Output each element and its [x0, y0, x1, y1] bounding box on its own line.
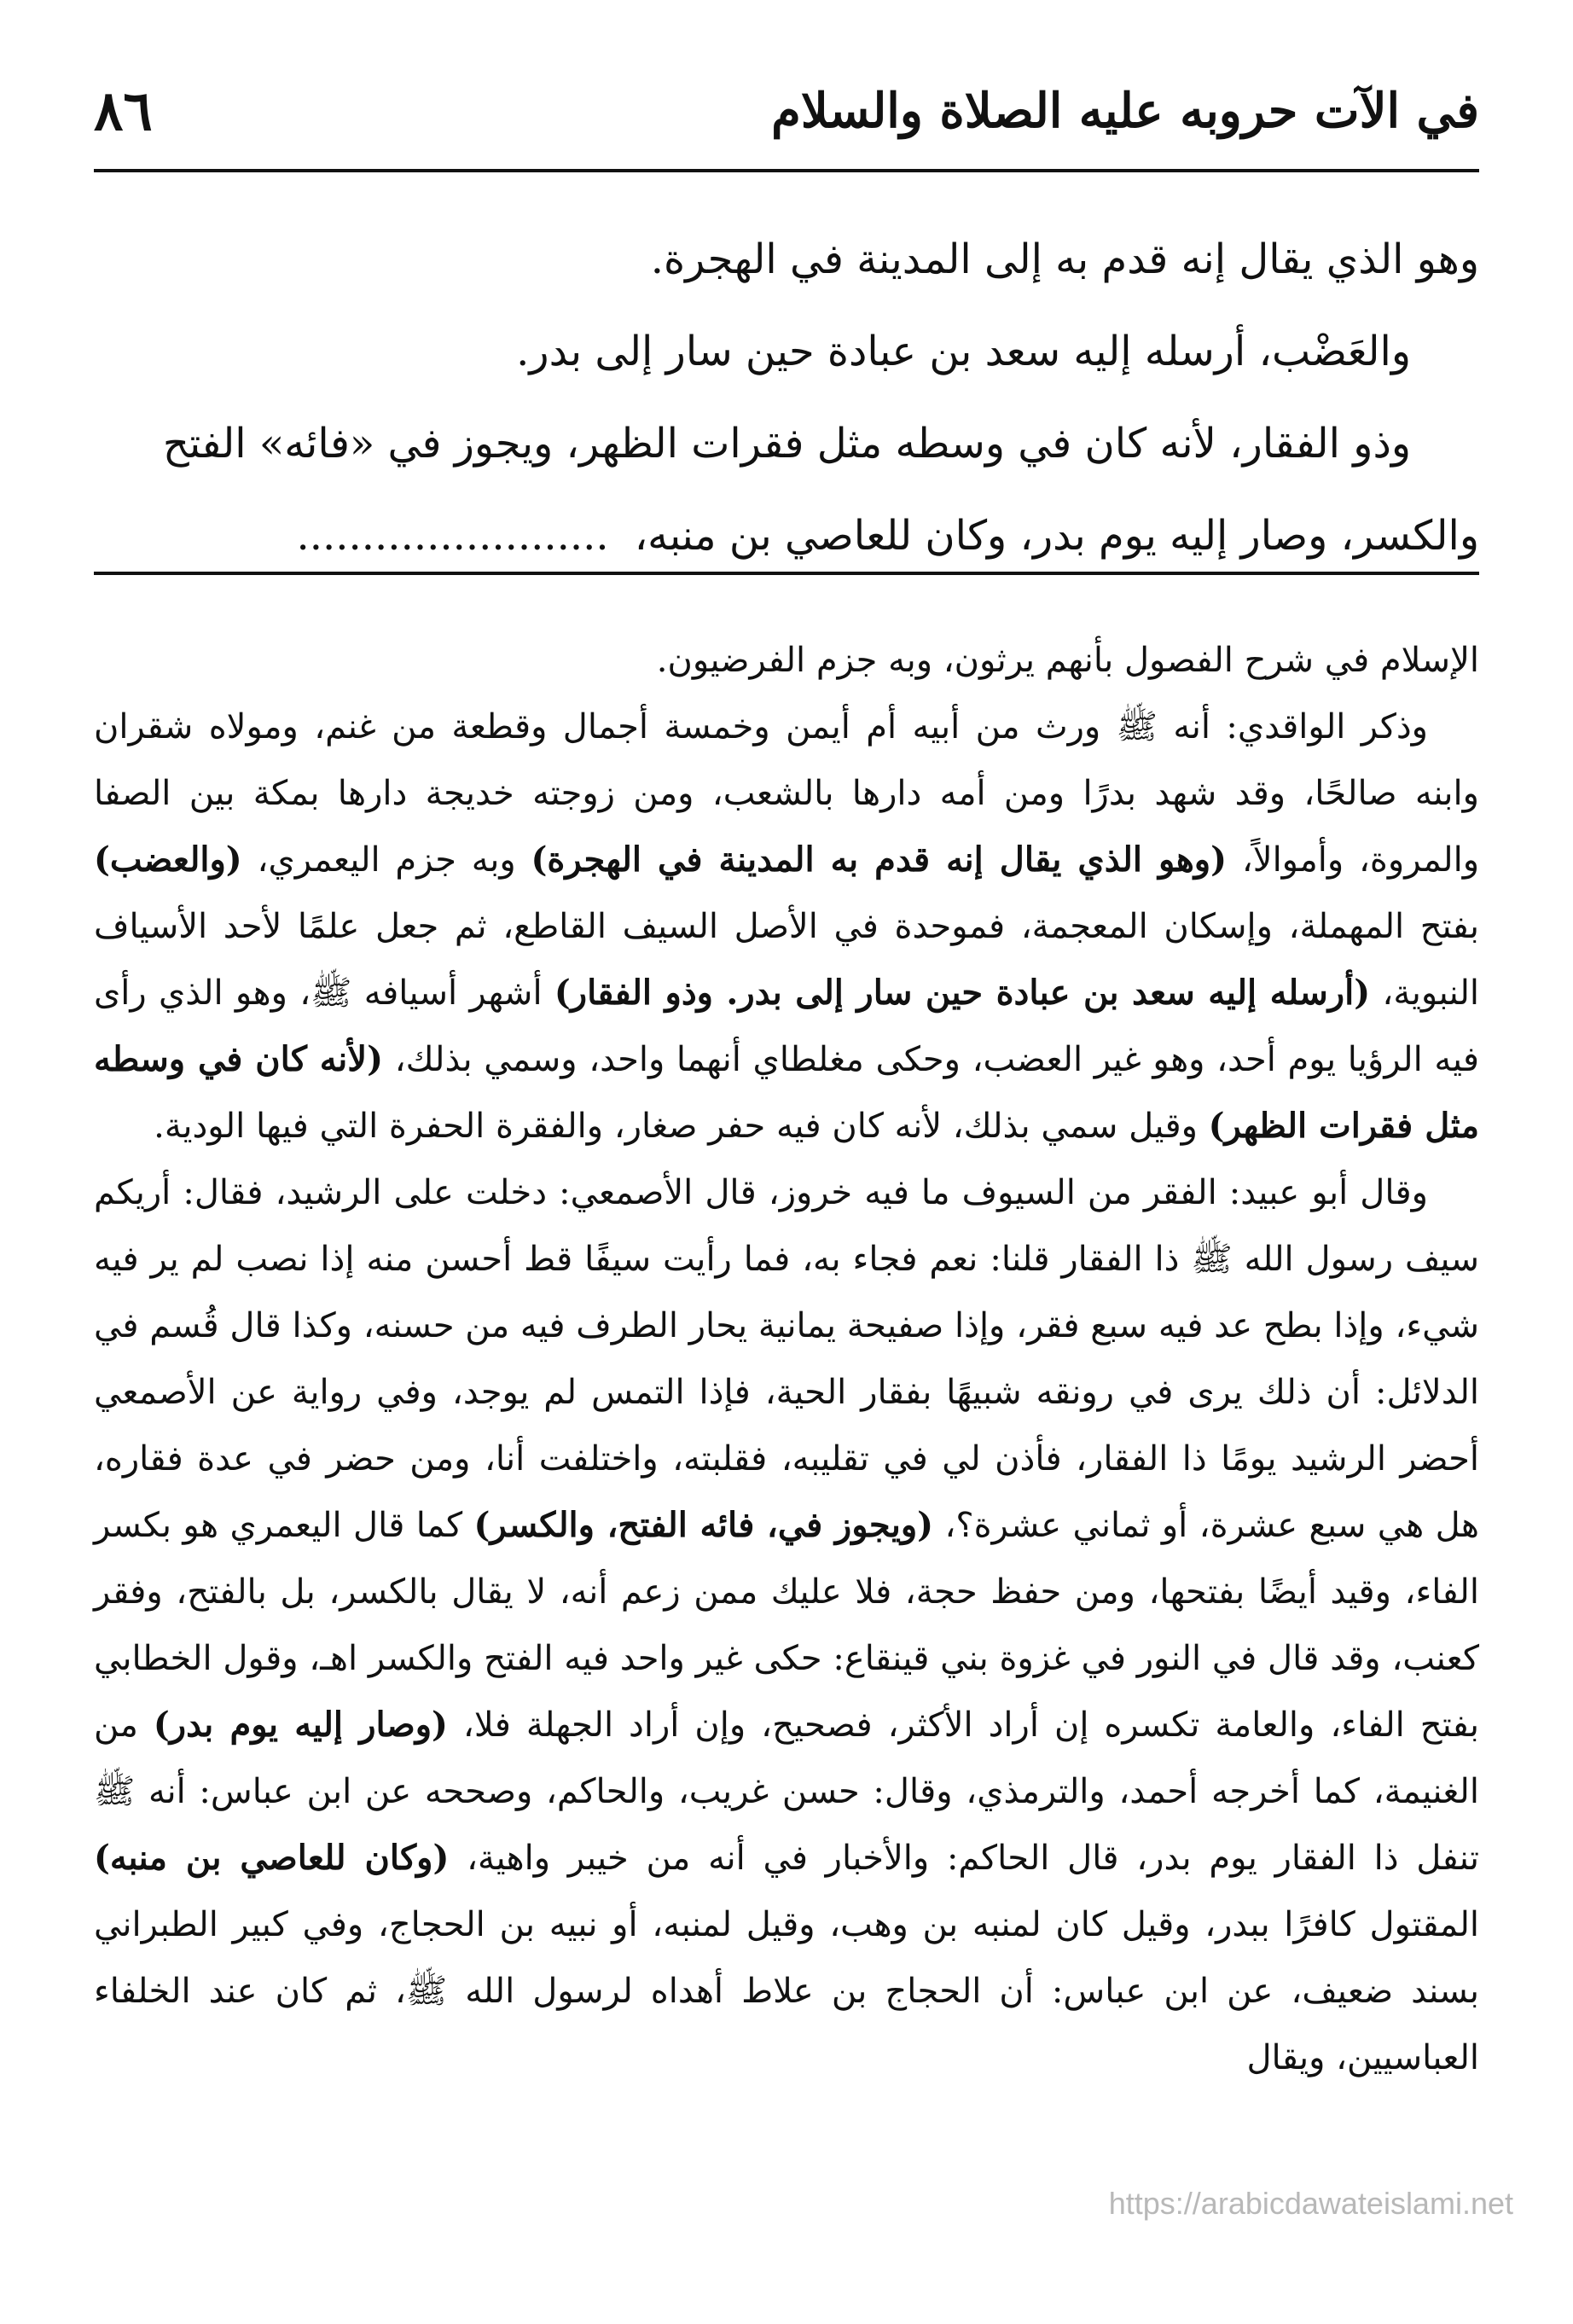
commentary-text: من الغنيمة، كما أخرجه أحمد، والترمذي، وقال: حسن غريب، والحاكم، وصححه عن ابن عباس: أنه ﷺ تنفل ذا الفقار يوم بدر، قال الحاكم: والأخبار في أنه من خيبر واهية، — [94, 1705, 1479, 1878]
quoted-matn: (وكان للعاصي بن منبه) — [94, 1838, 450, 1878]
commentary-paragraph-1 — [94, 627, 1479, 694]
commentary-text: كما قال اليعمري هو بكسر الفاء، وقيد أيضًا بفتحها، ومن حفظ حجة، فلا عليك ممن زعم أنه، لا يقال بالكسر، بل بالفتح، وفقر كعنب، وقد قال في النور في غزوة بني قينقاع: حكى غير واحد فيه الفتح والكسر اهـ، وقول الخطابي بفتح الفاء، والعامة تكسره إن أراد الأكثر، فصحيح، وإن أراد الجهلة فلا، — [94, 1506, 1479, 1745]
main-text-block — [94, 213, 1479, 582]
quoted-matn: (وصار إليه يوم بدر) — [153, 1705, 448, 1745]
quoted-matn: (والعضب) — [94, 840, 242, 880]
commentary-text: وقيل سمي بذلك، لأنه كان فيه حفر صغار، والفقرة الحفرة التي فيها الودية. — [154, 1107, 1209, 1146]
commentary-text: الإسلام في شرح الفصول بأنهم يرثون، وبه جزم الفرضيون. — [656, 641, 1479, 680]
main-text-line-4: والكسر، وصار إليه يوم بدر، وكان للعاصي بن منبه، — [634, 512, 1479, 560]
commentary-text: وقال أبو عبيد: الفقر من السيوف ما فيه خروز، قال الأصمعي: دخلت على الرشيد، فقال: أريكم سيف رسول الله ﷺ ذا الفقار قلنا: نعم فجاء به، فما رأيت سيفًا قط أحسن منه إذا نصب لم ير فيه شيء، وإذا بطح عد فيه سبع فقر، وإذا صفيحة يمانية يحار الطرف فيه من حسنه، وكذا قال قُسم في الدلائل: أن ذلك يرى في رونقه شبيهًا بفقار الحية، فإذا التمس لم يوجد، وفي رواية عن الأصمعي أحضر الرشيد يومًا ذا الفقار، فأذن لي في تقليبه، فقلبته، واختلفت أنا، ومن حضر في عدة فقاره، هل هي سبع عشرة، أو ثماني عشرة؟، — [94, 1173, 1479, 1545]
commentary-paragraph-2 — [94, 694, 1479, 1159]
commentary-block — [94, 627, 1479, 2091]
running-header — [94, 60, 1479, 162]
main-text-line — [94, 213, 1479, 305]
separator-rule — [94, 572, 1479, 575]
commentary-text: أشهر أسيافه ﷺ، وهو الذي رأى فيه الرؤيا يوم أحد، وهو غير العضب، وحكى مغلطاي أنهما واحد، وسمي بذلك، — [94, 973, 1480, 1079]
main-text-line-3: وذو الفقار، لأنه كان في وسطه مثل فقرات الظهر، ويجوز في «فائه» الفتح — [162, 420, 1411, 468]
quoted-matn: (ويجوز في، فائه الفتح، والكسر) — [473, 1505, 934, 1545]
commentary-paragraph-3 — [94, 1159, 1479, 2091]
commentary-text: وذكر الواقدي: أنه ﷺ ورث من أبيه أم أيمن وخمسة أجمال وقطعة من غنم، ومولاه شقران وابنه صالحًا، وقد شهد بدرًا ومن أمه دارها بالشعب، ومن زوجته خديجة دارها بمكة بين الصفا والمروة، وأموالاً، — [94, 707, 1480, 880]
watermark-url: https://arabicdawateislami.net — [1108, 2186, 1513, 2221]
chapter-title: في الآت حروبه عليه الصلاة والسلام — [771, 83, 1479, 139]
quoted-matn: (وهو الذي يقال إنه قدم به المدينة في الهجرة) — [531, 840, 1228, 880]
main-text-line — [94, 490, 1479, 582]
main-text-line-2: والعَضْب، أرسله إليه سعد بن عبادة حين سار إلى بدر. — [516, 328, 1411, 375]
main-text-line — [94, 305, 1479, 398]
ellipsis-dots: ........................ — [296, 512, 609, 560]
quoted-matn: (لأنه كان في وسطه مثل فقرات الظهر) — [94, 1039, 1479, 1146]
main-text-line — [94, 398, 1479, 490]
quoted-matn: (أرسله إليه سعد بن عبادة حين سار إلى بدر. وذو الفقار) — [554, 973, 1371, 1013]
commentary-text: المقتول كافرًا ببدر، وقيل كان لمنبه بن وهب، وقيل لمنبه، أو نبيه بن الحجاج، وفي كبير الطبراني بسند ضعيف، عن ابن عباس: أن الحجاج بن علاط أهداه لرسول الله ﷺ، ثم كان عند الخلفاء العباسيين، ويقال — [94, 1905, 1479, 2077]
commentary-text: بفتح المهملة، وإسكان المعجمة، فموحدة في الأصل السيف القاطع، ثم جعل علمًا لأحد الأسياف النبوية، — [94, 907, 1480, 1013]
page-number: ٨٦ — [94, 78, 153, 143]
main-text-line-1: وهو الذي يقال إنه قدم به إلى المدينة في الهجرة. — [650, 235, 1479, 283]
header-rule — [94, 169, 1479, 172]
commentary-text: وبه جزم اليعمري، — [241, 840, 531, 880]
